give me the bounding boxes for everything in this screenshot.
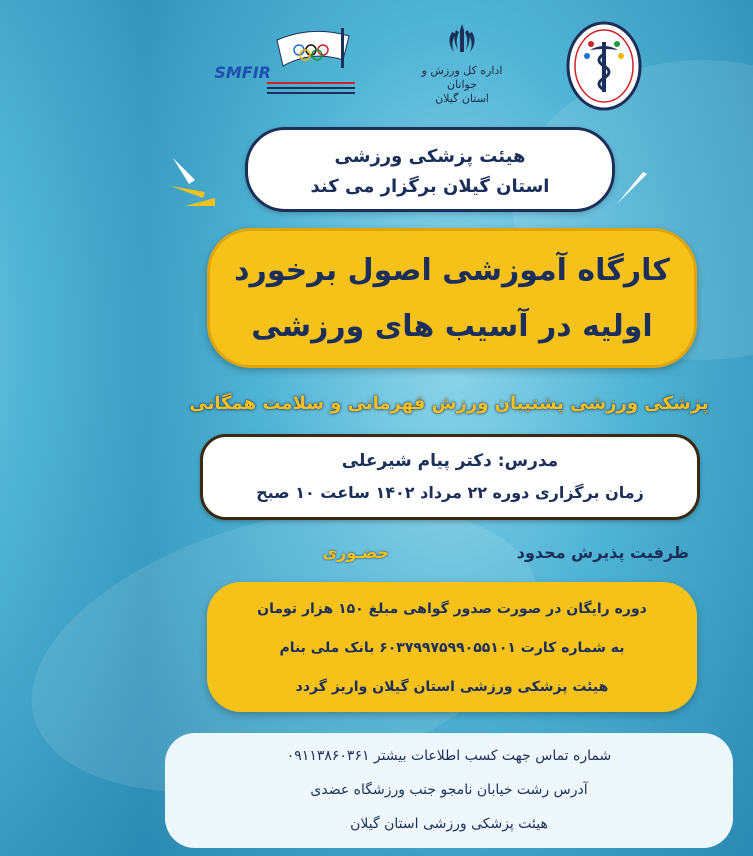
workshop-title [207,228,697,368]
fee-line-1: دوره رایگان در صورت صدور گواهی مبلغ ۱۵۰ هزار تومان [257,601,647,617]
instructor-name: مدرس: دکتر پیام شیرعلی [341,451,559,471]
sports-medicine-emblem [565,20,643,112]
fee-box [207,582,697,712]
capacity-label: ظرفیت پذیرش محدود [516,543,689,562]
organizer-line-2: استان گیلان برگزار می کند [310,176,550,197]
burst-icon [165,150,235,230]
attendance-label: حضـوری [322,543,389,562]
ministry-name: اداره کل ورزش و جوانان [421,64,503,91]
fee-line-2: به شماره کارت ۶۰۳۷۹۹۷۵۹۹۰۵۵۱۰۱ بانک ملی بنام [279,640,625,656]
fee-line-3: هیئت پزشکی ورزشی استان گیلان واریز گردد [295,679,609,695]
olympic-federation-logo [214,20,365,106]
organizer-line-1: هیئت پزشکی ورزشی [334,146,526,167]
schedule: زمان برگزاری دوره ۲۲ مرداد ۱۴۰۲ ساعت ۱۰ صبح [256,483,644,502]
instructor-box [200,434,700,520]
ministry-logo [407,20,517,108]
title-line-2: اولیه در آسیب های ورزشی [251,309,653,344]
svg-text:SMFIR: SMFIR [214,63,271,82]
contact-org: هیئت پزشکی ورزشی استان گیلان [350,816,548,832]
contact-address: آدرس رشت خیابان نامجو جنب ورزشگاه عضدی [310,782,588,798]
slogan: پزشکی ورزشی پشتیبان ورزش قهرمانی و سلامت همگانی [189,393,709,414]
contact-box [165,733,733,848]
title-line-1: کارگاه آموزشی اصول برخورد [234,253,670,288]
iran-emblem-icon [442,20,482,60]
contact-phone: شماره تماس جهت کسب اطلاعات بیشتر ۰۹۱۱۳۸۶۰۳۶۱ [286,748,612,764]
ministry-province: استان گیلان [435,92,489,105]
burst-icon [613,168,653,208]
organizer-bubble [245,127,615,212]
